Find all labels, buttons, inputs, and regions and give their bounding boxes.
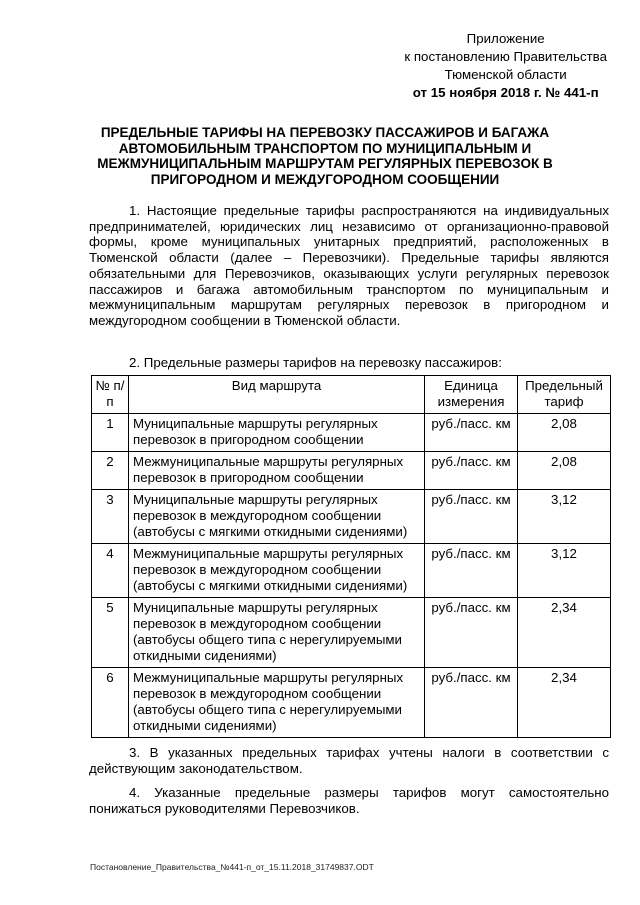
header-tariff: Предельный тариф	[518, 376, 611, 414]
row-num: 1	[92, 414, 129, 452]
row-route: Муниципальные маршруты регулярных перевозок в междугородном сообщении (автобусы с мягкими откидными сидениями)	[129, 490, 425, 544]
row-route: Межмуниципальные маршруты регулярных перевозок в пригородном сообщении	[129, 452, 425, 490]
row-tariff: 3,12	[518, 490, 611, 544]
row-route: Межмуниципальные маршруты регулярных перевозок в междугородном сообщении (автобусы общего типа с нерегулируемыми откидными сидениями)	[129, 668, 425, 738]
row-num: 3	[92, 490, 129, 544]
appendix-resolution-ref: к постановлению Правительства	[404, 49, 607, 64]
row-unit: руб./пасс. км	[425, 668, 518, 738]
row-num: 6	[92, 668, 129, 738]
appendix-date-number: от 15 ноября 2018 г. № 441-п	[412, 85, 599, 100]
table-row	[92, 598, 611, 668]
row-route: Муниципальные маршруты регулярных перевозок в междугородном сообщении (автобусы общего типа с нерегулируемыми откидными сидениями)	[129, 598, 425, 668]
appendix-label: Приложение	[466, 31, 545, 46]
footer-filename: Постановление_Правительства_№441-п_от_15.11.2018_31749837.ODT	[90, 862, 374, 872]
table-row	[92, 668, 611, 738]
row-num: 4	[92, 544, 129, 598]
paragraph-2: 2. Предельные размеры тарифов на перевозку пассажиров:	[129, 355, 502, 370]
paragraph-4: 4. Указанные предельные размеры тарифов могут самостоятельно понижаться руководителями Перевозчиков.	[89, 785, 609, 816]
table-row	[92, 490, 611, 544]
header-num: № п/п	[92, 376, 129, 414]
row-tariff: 2,34	[518, 668, 611, 738]
header-unit: Единица измерения	[425, 376, 518, 414]
paragraph-3: 3. В указанных предельных тарифах учтены налоги в соответствии с действующим законодательством.	[89, 745, 609, 776]
row-tariff: 3,12	[518, 544, 611, 598]
table-row	[92, 414, 611, 452]
appendix-block	[404, 30, 607, 102]
paragraph-1: 1. Настоящие предельные тарифы распространяются на индивидуальных предпринимателей, юридических лиц независимо от организационно-правовой формы, кроме муниципальных унитарных предприятий, расположенных в Тюменской области (далее – Перевозчики). Предельные тарифы являются обязательными для Перевозчиков, оказывающих услуги регулярных перевозок пассажиров и багажа автомобильным транспортом по муниципальным и межмуниципальным маршрутам регулярных перевозок в пригородном и междугородном сообщении в Тюменской области.	[89, 203, 609, 328]
appendix-region: Тюменской области	[444, 67, 567, 82]
row-unit: руб./пасс. км	[425, 414, 518, 452]
row-num: 5	[92, 598, 129, 668]
document-title: ПРЕДЕЛЬНЫЕ ТАРИФЫ НА ПЕРЕВОЗКУ ПАССАЖИРОВ И БАГАЖА АВТОМОБИЛЬНЫМ ТРАНСПОРТОМ ПО МУНИЦИПАЛЬНЫМ И МЕЖМУНИЦИПАЛЬНЫМ МАРШРУТАМ РЕГУЛЯРНЫХ ПЕРЕВОЗОК В ПРИГОРОДНОМ И МЕЖДУГОРОДНОМ СООБЩЕНИИ	[97, 125, 553, 187]
row-tariff: 2,34	[518, 598, 611, 668]
row-tariff: 2,08	[518, 414, 611, 452]
row-unit: руб./пасс. км	[425, 544, 518, 598]
row-route: Межмуниципальные маршруты регулярных перевозок в междугородном сообщении (автобусы с мягкими откидными сидениями)	[129, 544, 425, 598]
table-header-row	[92, 376, 611, 414]
row-unit: руб./пасс. км	[425, 490, 518, 544]
table-row	[92, 544, 611, 598]
row-tariff: 2,08	[518, 452, 611, 490]
row-unit: руб./пасс. км	[425, 452, 518, 490]
row-num: 2	[92, 452, 129, 490]
tariffs-table	[91, 375, 611, 738]
row-route: Муниципальные маршруты регулярных перевозок в пригородном сообщении	[129, 414, 425, 452]
row-unit: руб./пасс. км	[425, 598, 518, 668]
header-route: Вид маршрута	[129, 376, 425, 414]
table-row	[92, 452, 611, 490]
